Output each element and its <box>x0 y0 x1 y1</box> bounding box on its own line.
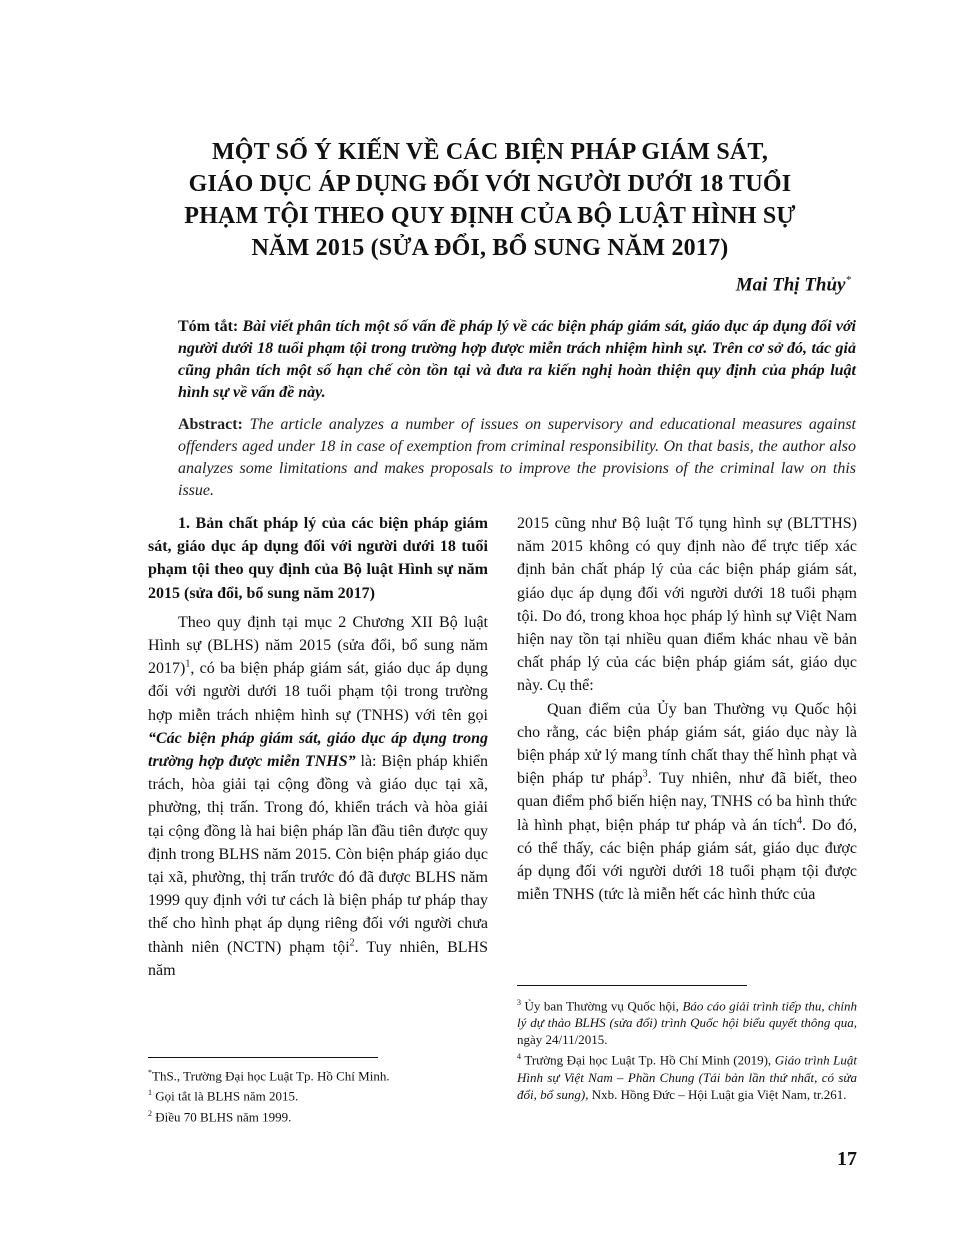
abstract-en-text: The article analyzes a number of issues on supervisory and educational measures against offenders aged under 18 in case of exemption from criminal responsibility. On that basis, the author also analyzes some limitations and makes proposals to improve the provisions of the criminal law on this issue. <box>178 416 856 499</box>
body-paragraph <box>148 611 488 982</box>
article-title <box>150 136 830 264</box>
footnote <box>517 1048 857 1102</box>
footnote-italic: Giáo trình Luật Hình sự Việt Nam – Phần Chung (Tái bản lần thứ nhất, có sửa đổi, bổ sung) <box>517 1052 858 1102</box>
right-column <box>517 512 857 906</box>
footnote-ref: 4 <box>797 815 803 827</box>
footnote-text: Điều 70 BLHS năm 1999. <box>155 1108 292 1124</box>
footnote-text: ThS., Trường Đại học Luật Tp. Hồ Chí Minh. <box>152 1068 390 1084</box>
author-byline <box>736 274 851 296</box>
paragraph-text: Quan điểm của Ủy ban Thường vụ Quốc hội cho rằng, các biện pháp giám sát, giáo dục này là biện pháp xử lý mang tính chất thay thế hình phạt và biện pháp tư pháp <box>517 700 857 788</box>
footnote-mark: 1 <box>148 1088 152 1098</box>
title-line: GIÁO DỤC ÁP DỤNG ĐỐI VỚI NGƯỜI DƯỚI 18 TUỔI <box>188 171 792 197</box>
footnote-ref: 3 <box>642 768 648 780</box>
footnote-text: , ngày 24/11/2015. <box>517 1015 857 1048</box>
abstract-english <box>178 414 856 502</box>
footnote-text: Ủy ban Thường vụ Quốc hội, <box>524 998 683 1014</box>
title-line: PHẠM TỘI THEO QUY ĐỊNH CỦA BỘ LUẬT HÌNH SỰ <box>184 203 796 229</box>
author-name: Mai Thị Thủy <box>735 274 846 296</box>
footnote-text: , Nxb. Hồng Đức – Hội Luật gia Việt Nam, tr.261. <box>585 1086 847 1102</box>
author-footnote-marker: * <box>845 274 851 286</box>
footnote-mark: 4 <box>517 1052 521 1062</box>
footnote <box>148 1105 488 1125</box>
footnote-italic: Báo cáo giải trình tiếp thu, chỉnh lý dự thảo BLHS (sửa đổi) trình Quốc hội biểu quyết thông qua <box>517 998 857 1031</box>
body-paragraph: 2015 cũng như Bộ luật Tố tụng hình sự (BLTTHS) năm 2015 không có quy định nào để trực tiếp xác định bản chất pháp lý của các biện pháp giám sát, giáo dục áp dụng đối với người dưới 18 tuổi phạm tội. Do đó, trong khoa học pháp lý hình sự Việt Nam hiện nay tồn tại nhiều quan điểm khác nhau về bản chất pháp lý của các biện pháp giám sát, giáo dục này. Cụ thể: <box>517 515 857 695</box>
footnote <box>148 1064 488 1084</box>
abstract-en-label: Abstract: <box>178 416 243 433</box>
footnote-divider <box>517 985 747 986</box>
paragraph-text: . Tuy nhiên, BLHS năm <box>148 938 488 979</box>
title-line: NĂM 2015 (SỬA ĐỔI, BỔ SUNG NĂM 2017) <box>251 235 729 261</box>
quoted-term: “Các biện pháp giám sát, giáo dục áp dụng trong trường hợp được miễn TNHS” <box>148 729 488 771</box>
paragraph-text: Theo quy định tại mục 2 Chương XII Bộ luật Hình sự (BLHS) năm 2015 (sửa đổi, bổ sung năm 2017) <box>148 613 488 678</box>
left-column <box>148 512 488 982</box>
footnote-ref: 2 <box>349 937 355 949</box>
paragraph-text: là: Biện pháp khiển trách, hòa giải tại cộng đồng và giáo dục tại xã, phường, thị trấn. Trong đó, khiển trách và hòa giải tại cộng đồng là hai biện pháp lần đầu tiên được quy định trong BLHS năm 2015. Còn biện pháp giáo dục tại xã, phường, thị trấn trước đó đã được BLHS năm 1999 quy định với tư cách là biện pháp tư pháp thay thế cho hình phạt áp dụng riêng đối với người chưa thành niên (NCTN) phạm tội <box>148 753 489 956</box>
paragraph-text: , có ba biện pháp giám sát, giáo dục áp dụng đối với người dưới 18 tuổi phạm tội trong trường hợp miễn trách nhiệm hình sự (TNHS) với tên gọi <box>148 660 488 724</box>
footnote-mark: * <box>148 1068 152 1077</box>
footnote-divider <box>148 1057 378 1058</box>
footnote-text: Gọi tắt là BLHS năm 2015. <box>155 1088 299 1104</box>
paragraph-text: . Do đó, có thể thấy, các biện pháp giám sát, giáo dục được áp dụng đối với người dưới 18 tuổi phạm tội được miễn TNHS (tức là miễn hết các hình thức của <box>517 816 857 904</box>
body-paragraph <box>517 698 857 907</box>
footnote-text: Trường Đại học Luật Tp. Hồ Chí Minh (2019), <box>524 1052 775 1068</box>
footnotes-right <box>517 994 857 1103</box>
abstract-vi-text: Bài viết phân tích một số vấn đề pháp lý về các biện pháp giám sát, giáo dục áp dụng đối với người dưới 18 tuổi phạm tội trong trường hợp được miễn trách nhiệm hình sự. Trên cơ sở đó, tác giả cũng phân tích một số hạn chế còn tồn tại và đưa ra kiến nghị hoàn thiện quy định của pháp luật hình sự về vấn đề này. <box>178 318 857 401</box>
title-line: MỘT SỐ Ý KIẾN VỀ CÁC BIỆN PHÁP GIÁM SÁT, <box>211 139 769 165</box>
page-number: 17 <box>837 1148 857 1170</box>
section-heading: 1. Bản chất pháp lý của các biện pháp giám sát, giáo dục áp dụng đối với người dưới 18 tuổi phạm tội theo quy định của Bộ luật Hình sự năm 2015 (sửa đổi, bổ sung năm 2017) <box>148 515 488 602</box>
abstract-vi-label: Tóm tắt: <box>178 318 239 335</box>
footnote <box>148 1084 488 1104</box>
footnote-mark: 3 <box>517 998 521 1007</box>
footnote-ref: 1 <box>185 658 191 670</box>
paragraph-text: . Tuy nhiên, như đã biết, theo quan điểm phổ biến hiện nay, TNHS có ba hình thức là hình phạt, biện pháp tư pháp và án tích <box>517 770 857 834</box>
footnote-mark: 2 <box>148 1108 152 1118</box>
abstract-vietnamese <box>178 316 856 404</box>
footnote <box>517 994 857 1048</box>
footnotes-left <box>148 1064 488 1125</box>
